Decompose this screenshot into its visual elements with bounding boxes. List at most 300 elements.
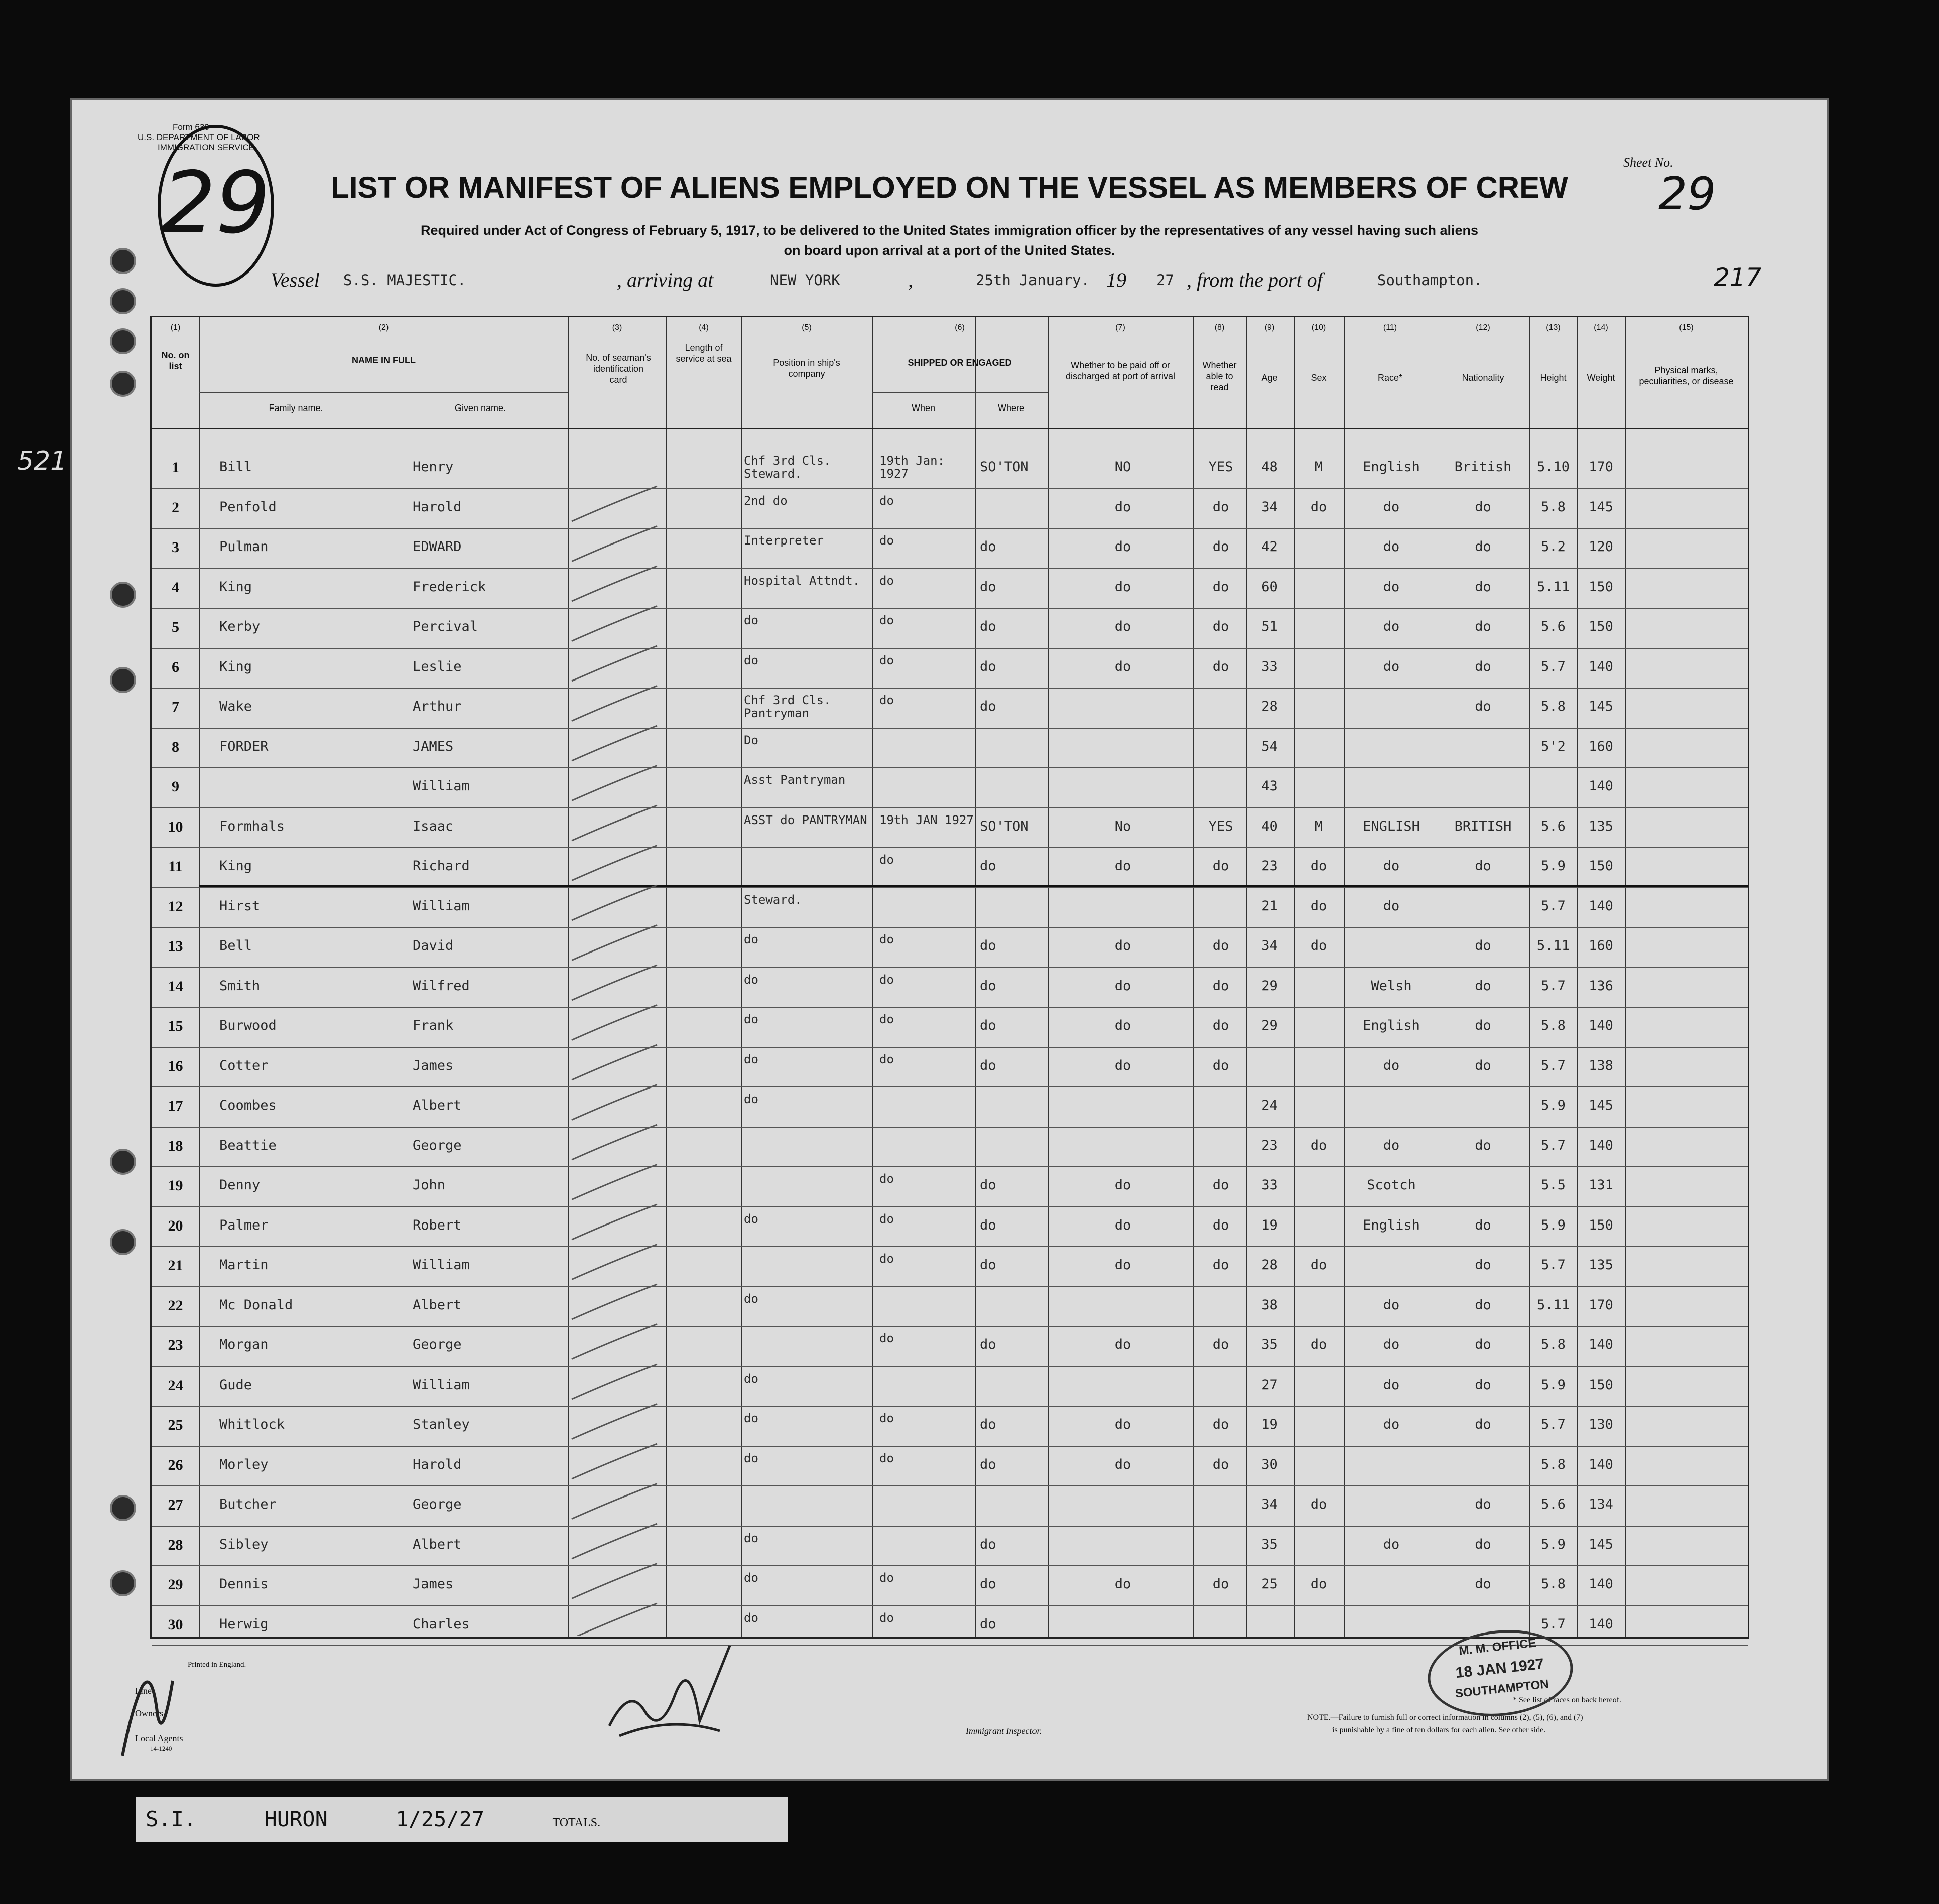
pencil-tick [572,1444,657,1479]
cell-when: do [879,653,894,667]
row-rule [152,1485,1748,1486]
cell-family: Bell [219,938,252,954]
cell-read: do [1212,1217,1229,1233]
cell-no: 2 [172,499,179,516]
cell-read: do [1212,1456,1229,1472]
row-rule [152,967,1748,968]
cell-when: do [879,932,894,946]
cell-read: do [1212,619,1229,634]
cell-height: 5.8 [1541,699,1566,714]
cell-no: 7 [172,699,179,715]
header-shipped-or-engaged: SHIPPED OR ENGAGED [908,358,1012,368]
cell-race: do [1383,1297,1400,1313]
circled-number: 29 [158,125,274,287]
cell-when: do [879,493,894,508]
cell-where: do [980,1018,996,1033]
cell-when: do [879,533,894,548]
cell-when: do [879,1411,894,1425]
cell-race: Welsh [1371,978,1412,994]
col-number: (10) [1311,323,1326,332]
cell-when: do [879,613,894,627]
departure-port: Southampton. [1377,271,1483,289]
pencil-tick [572,1284,657,1319]
cell-age: 27 [1261,1377,1278,1393]
cell-given: William [413,1257,470,1273]
header-age: Age [1261,373,1278,383]
cell-pos: do [744,1571,758,1585]
manifest-table [150,316,1749,1639]
cell-where: do [980,1177,996,1193]
cell-when: do [879,1610,894,1625]
header-paid-off: Whether to be paid off or discharged at port of arrival [1065,360,1176,381]
manifest-sheet [17,98,1829,1781]
cell-age: 34 [1261,1497,1278,1512]
vessel-label: Vessel [271,268,320,291]
col-number: (14) [1594,323,1608,332]
cell-given: Stanley [413,1417,470,1432]
cell-pos: Do [744,733,758,747]
cell-given: Albert [413,1536,462,1552]
pencil-tick [572,606,657,641]
cell-family: Martin [219,1257,269,1273]
row-rule [152,1007,1748,1008]
header-when: When [911,403,936,413]
cell-weight: 140 [1589,1616,1613,1632]
cell-where: do [980,1257,996,1273]
cell-age: 23 [1261,858,1278,874]
cell-age: 33 [1261,658,1278,674]
row-rule [152,1446,1748,1447]
punch-hole [110,288,136,314]
col-number: (7) [1115,323,1125,332]
cell-pos: do [744,932,758,946]
cell-paid: do [1114,1456,1131,1472]
cell-when: do [879,1172,894,1186]
from-port-label: , from the port of [1187,268,1323,291]
cell-height: 5.6 [1541,818,1566,834]
punch-hole [110,371,136,397]
cell-family: King [219,858,252,874]
arrival-port: NEW YORK [770,271,840,289]
cell-nat: British [1454,459,1512,475]
strip-ship: HURON [264,1807,328,1831]
cell-family: Beattie [219,1137,277,1153]
cell-pos: do [744,1012,758,1026]
cell-where: SO'TON [980,459,1029,475]
cell-given: Albert [413,1297,462,1313]
stamp-bottom: SOUTHAMPTON [1454,1677,1549,1701]
pencil-tick [572,1484,657,1519]
cell-pos: do [744,1052,758,1066]
cell-paid: do [1114,858,1131,874]
col-divider [1294,317,1295,1637]
arrival-date: 25th January. [976,271,1090,289]
pencil-tick [572,965,657,1000]
cell-nat: do [1475,1576,1491,1592]
cell-height: 5.8 [1541,1337,1566,1352]
cell-family: Pulman [219,539,269,555]
cell-where: do [980,978,996,994]
pencil-marks [567,481,798,1636]
cell-height: 5.7 [1541,1257,1566,1273]
cell-nat: BRITISH [1454,818,1512,834]
cell-read: do [1212,938,1229,954]
cell-no: 13 [168,938,183,955]
cell-where: do [980,539,996,555]
cell-pos: Chf 3rd Cls. Pantryman [744,693,831,720]
cell-where: do [980,1417,996,1432]
cell-pos: Chf 3rd Cls. Steward. [744,454,831,481]
cell-age: 33 [1261,1177,1278,1193]
owners-label: Owners [135,1708,163,1718]
cell-when: do [879,1052,894,1066]
cell-family: Mc Donald [219,1297,293,1313]
cell-weight: 170 [1589,459,1613,475]
cell-given: John [413,1177,446,1193]
cell-nat: do [1475,579,1491,595]
punch-hole [110,328,136,354]
cell-height: 5.9 [1541,1377,1566,1393]
cell-read: do [1212,1257,1229,1273]
punch-hole [110,1149,136,1175]
row-rule [152,1406,1748,1407]
cell-race: do [1383,1337,1400,1352]
pencil-tick [572,1125,657,1160]
cell-nat: do [1475,978,1491,994]
cell-height: 5.9 [1541,1536,1566,1552]
pencil-tick [572,566,657,601]
cell-paid: do [1114,978,1131,994]
cell-no: 1 [172,459,179,476]
cell-paid: do [1114,539,1131,555]
cell-race: do [1383,539,1400,555]
cell-given: James [413,1576,454,1592]
cell-given: George [413,1497,462,1512]
cell-given: Percival [413,619,478,634]
col-divider [1193,317,1194,1637]
stamp-top: M. M. OFFICE [1458,1636,1537,1658]
cell-family: Coombes [219,1098,277,1113]
cell-family: Dennis [219,1576,269,1592]
cell-sex: do [1310,499,1327,515]
cell-height: 5.8 [1541,1576,1566,1592]
cell-paid: do [1114,499,1131,515]
cell-where: do [980,938,996,954]
cell-weight: 160 [1589,938,1613,954]
margin-number: 521 [17,446,67,476]
cell-given: Frank [413,1018,454,1033]
cell-family: Wake [219,699,252,714]
cell-age: 42 [1261,539,1278,555]
sheet-label: Sheet No. [1623,155,1673,170]
cell-age: 51 [1261,619,1278,634]
cell-family: Formhals [219,818,285,834]
pencil-tick [572,486,657,521]
cell-paid: do [1114,1337,1131,1352]
cell-read: do [1212,579,1229,595]
cell-sex: do [1310,938,1327,954]
cell-pos: do [744,1531,758,1545]
cell-family: Herwig [219,1616,269,1632]
cell-pos: 2nd do [744,493,788,508]
pencil-tick [572,885,657,920]
cell-age: 35 [1261,1536,1278,1552]
col-divider [1577,317,1578,1637]
cell-height: 5.6 [1541,619,1566,634]
col-number: (9) [1264,323,1275,332]
cell-where: do [980,579,996,595]
cell-paid: do [1114,658,1131,674]
pencil-tick [572,1204,657,1240]
cell-family: Burwood [219,1018,277,1033]
cell-weight: 140 [1589,1137,1613,1153]
cell-height: 5.7 [1541,1417,1566,1432]
cell-no: 25 [168,1417,183,1433]
header-nationality: Nationality [1462,373,1504,383]
cell-age: 19 [1261,1417,1278,1432]
cell-where: do [980,1337,996,1352]
cell-age: 48 [1261,459,1278,475]
cell-race: do [1383,499,1400,515]
cell-nat: do [1475,1417,1491,1432]
vessel-name: S.S. MAJESTIC. [343,271,466,289]
cell-no: 11 [168,858,183,875]
cell-when: do [879,1451,894,1465]
cell-no: 30 [168,1616,183,1633]
pencil-tick [572,805,657,841]
cell-pos: do [744,653,758,667]
cell-family: King [219,579,252,595]
cell-when: do [879,1211,894,1226]
header-position: Position in ship's company [773,358,840,379]
cell-height: 5.7 [1541,978,1566,994]
cell-weight: 145 [1589,499,1613,515]
cell-height: 5.8 [1541,1018,1566,1033]
service: IMMIGRATION SERVICE [158,143,255,152]
cell-nat: do [1475,658,1491,674]
cell-family: Kerby [219,619,261,634]
index-strip [136,1797,788,1842]
cell-read: do [1212,1337,1229,1352]
col-divider [199,317,200,1637]
pencil-tick [572,846,657,881]
cell-pos: do [744,1291,758,1306]
cell-family: Palmer [219,1217,269,1233]
col-number: (4) [699,323,709,332]
cell-no: 17 [168,1098,183,1114]
row-rule [152,1326,1748,1327]
stamp-date: 18 JAN 1927 [1455,1655,1545,1682]
cell-no: 12 [168,898,183,915]
cell-given: Henry [413,459,454,475]
cell-no: 8 [172,738,179,755]
cell-family: FORDER [219,738,269,754]
cell-weight: 134 [1589,1497,1613,1512]
cell-height: 5.2 [1541,539,1566,555]
cell-no: 5 [172,619,179,635]
header-race: Race* [1377,373,1403,383]
cell-weight: 145 [1589,699,1613,714]
cell-age: 23 [1261,1137,1278,1153]
cell-height: 5.11 [1536,938,1570,954]
cell-sex: do [1310,898,1327,914]
cell-paid: do [1114,1576,1131,1592]
col-number: (2) [378,323,389,332]
cell-where: do [980,1616,996,1632]
row-rule [152,1605,1748,1606]
cell-race: English [1363,459,1420,475]
cell-age: 28 [1261,1257,1278,1273]
header-name-in-full: NAME IN FULL [352,355,416,365]
cell-age: 34 [1261,938,1278,954]
cell-weight: 150 [1589,579,1613,595]
cell-no: 4 [172,579,179,596]
cell-family: Whitlock [219,1417,285,1432]
strikethrough-line [199,885,1748,887]
row-rule [152,767,1748,768]
sheet-number: 29 [1658,168,1716,220]
cell-read: do [1212,658,1229,674]
cell-sex: do [1310,1257,1327,1273]
cell-paid: do [1114,1177,1131,1193]
col-number: (11) [1383,323,1397,332]
cell-sex: do [1310,1137,1327,1153]
cell-given: Charles [413,1616,470,1632]
cell-sex: do [1310,858,1327,874]
row-rule [152,688,1748,689]
cell-height: 5.5 [1541,1177,1566,1193]
cell-race: do [1383,1417,1400,1432]
row-rule [152,608,1748,609]
header-able-to-read: Whether able to read [1202,360,1237,392]
cell-family: Denny [219,1177,261,1193]
col-divider [975,317,976,1637]
cell-paid: NO [1114,459,1131,475]
cell-family: King [219,658,252,674]
subtitle-line-2: on board upon arrival at a port of the United States. [784,243,1115,258]
cell-weight: 131 [1589,1177,1613,1193]
cell-pos: do [744,1411,758,1425]
cell-pos: do [744,1451,758,1465]
pencil-tick [572,686,657,721]
cell-family: Sibley [219,1536,269,1552]
header-physical-marks: Physical marks, peculiarities, or disease [1639,365,1734,386]
cell-family: Gude [219,1377,252,1393]
cell-nat: do [1475,938,1491,954]
cell-nat: do [1475,699,1491,714]
header-subdivider [872,392,1048,393]
cell-when: do [879,1571,894,1585]
punch-hole [110,1570,136,1596]
cell-age: 25 [1261,1576,1278,1592]
cell-given: Leslie [413,658,462,674]
cell-given: Wilfred [413,978,470,994]
header-given-name: Given name. [454,403,506,413]
cell-race: do [1383,579,1400,595]
cell-no: 23 [168,1337,183,1353]
cell-sex: do [1310,1497,1327,1512]
cell-read: do [1212,978,1229,994]
cell-weight: 120 [1589,539,1613,555]
cell-no: 22 [168,1297,183,1314]
cell-height: 5.7 [1541,1057,1566,1073]
cell-height: 5.7 [1541,898,1566,914]
cell-sex: M [1314,459,1323,475]
cell-nat: do [1475,1337,1491,1352]
cell-paid: do [1114,579,1131,595]
cell-where: do [980,1576,996,1592]
cell-age: 38 [1261,1297,1278,1313]
cell-paid: do [1114,1417,1131,1432]
cell-weight: 170 [1589,1297,1613,1313]
cell-no: 28 [168,1536,183,1553]
punch-hole [110,667,136,693]
cell-when: do [879,972,894,987]
arriving-label: , arriving at [617,268,714,291]
cell-race: do [1383,1536,1400,1552]
row-rule [152,1526,1748,1527]
cell-paid: do [1114,619,1131,634]
header-where: Where [997,403,1024,413]
col-divider [1048,317,1049,1637]
cell-when: do [879,693,894,707]
cell-age: 35 [1261,1337,1278,1352]
cell-when: do [879,853,894,867]
row-rule [152,568,1748,569]
cell-family: Penfold [219,499,277,515]
row-rule [152,847,1748,848]
cell-age: 29 [1261,978,1278,994]
col-number: (5) [802,323,812,332]
cell-height: 5.7 [1541,1616,1566,1632]
cell-when: do [879,1331,894,1345]
header-divider [152,428,1748,429]
cell-nat: do [1475,1297,1491,1313]
cell-where: do [980,1057,996,1073]
cell-height: 5.11 [1536,1297,1570,1313]
cell-age: 60 [1261,579,1278,595]
header-weight: Weight [1587,373,1615,383]
cell-nat: do [1475,1377,1491,1393]
col-number: (15) [1679,323,1694,332]
cell-when: 19th Jan: 1927 [879,454,945,481]
cell-family: Butcher [219,1497,277,1512]
cell-age: 19 [1261,1217,1278,1233]
cell-no: 27 [168,1497,183,1513]
cell-no: 14 [168,978,183,995]
pencil-tick [572,526,657,562]
cell-age: 29 [1261,1018,1278,1033]
col-number: (1) [170,323,181,332]
cell-given: Isaac [413,818,454,834]
cell-read: do [1212,1576,1229,1592]
cell-weight: 140 [1589,778,1613,794]
cell-no: 16 [168,1057,183,1074]
cell-race: do [1383,1057,1400,1073]
department: U.S. DEPARTMENT OF LABOR [138,132,260,142]
cell-no: 9 [172,778,179,795]
cell-sex: M [1314,818,1323,834]
cell-height: 5.7 [1541,1137,1566,1153]
strip-code: S.I. [146,1807,197,1831]
cell-no: 18 [168,1137,183,1154]
cell-read: do [1212,1057,1229,1073]
cell-nat: do [1475,1497,1491,1512]
cell-weight: 138 [1589,1057,1613,1073]
cell-race: ENGLISH [1363,818,1420,834]
header-id-card: No. of seaman's identification card [586,353,651,385]
cell-no: 10 [168,818,183,835]
